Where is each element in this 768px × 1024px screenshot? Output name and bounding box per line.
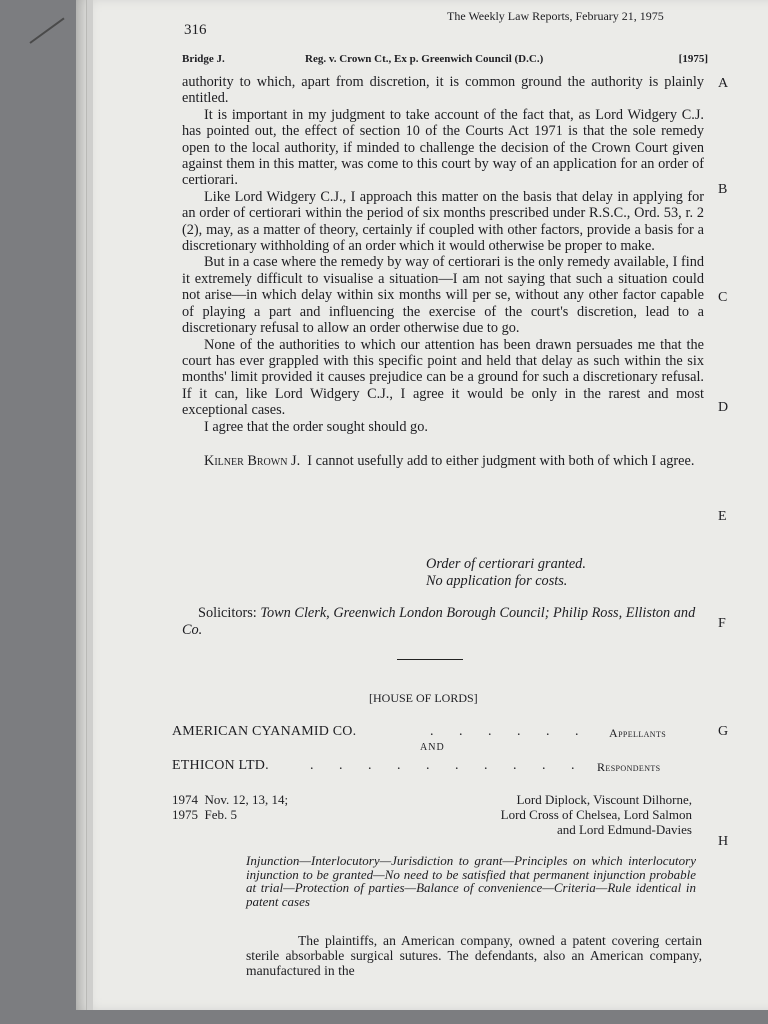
margin-letter: F xyxy=(718,616,726,631)
judges-line-3: and Lord Edmund-Davies xyxy=(556,822,692,837)
second-judgment xyxy=(182,453,704,469)
respondent-name: ETHICON LTD. xyxy=(172,758,269,773)
case-header-judge: Bridge J. xyxy=(182,53,225,65)
margin-letter: C xyxy=(718,290,728,305)
summary-paragraph: The plaintiffs, an American company, owned a patent covering certain sterile absorbable surgical sutures. The defendants, also an American company, manufactured in the xyxy=(246,933,702,979)
respondent-role: Respondents xyxy=(597,760,661,774)
page-number: 316 xyxy=(184,22,207,38)
appellant-role: Appellants xyxy=(609,726,667,740)
and-word: AND xyxy=(420,742,445,753)
hearing-dates-2: 1975 Feb. 5 xyxy=(172,807,237,822)
solicitors-names: Town Clerk, Greenwich London Borough Council; Philip Ross, Elliston and Co. xyxy=(182,605,696,638)
binding-edge xyxy=(86,0,93,1010)
paragraph: I agree that the order sought should go. xyxy=(204,418,428,435)
running-head: The Weekly Law Reports, February 21, 1975 xyxy=(447,9,664,23)
second-judgment-text: I cannot usefully add to either judgment with both of which I agree. xyxy=(307,452,695,469)
case-header-year: [1975] xyxy=(678,53,708,65)
margin-letter: A xyxy=(718,76,729,91)
margin-letter: B xyxy=(718,182,728,197)
margin-letter: H xyxy=(718,834,729,849)
paragraph: It is important in my judgment to take account of the fact that, as Lord Widgery C.J. has pointed out, the effect of section 10 of the Courts Act 1971 is that the sole remedy open to the local authority, if minded to challenge the decision of the Crown Court given against them in this matter, was come to this court by way of an application for an order of certiorari. xyxy=(182,106,704,189)
section-rule xyxy=(397,659,463,660)
second-judgment-judge: Kilner Brown J. xyxy=(204,452,301,469)
paragraph: authority to which, apart from discretion, it is common ground the authority is plainly entitled. xyxy=(182,74,704,107)
case-summary xyxy=(246,933,702,979)
appellant-leader-dots: . . . . . . xyxy=(430,724,590,739)
hearing-dates-1: 1974 Nov. 12, 13, 14; xyxy=(172,792,289,807)
margin-letter: G xyxy=(718,724,729,739)
appellant-name: AMERICAN CYANAMID CO. xyxy=(172,724,357,739)
paragraph: But in a case where the remedy by way of certiorari is the only remedy available, I find it extremely difficult to visualise a situation—I am not saying that such a situation could not arise—in which delay within six months will per se, without any other factor capable of playing a part and influencing the exercise of the court's discretion, lead to a discretionary refusal to allow an order otherwise due to go. xyxy=(182,254,704,337)
order-line-1: Order of certiorari granted. xyxy=(426,556,586,572)
judgment-body xyxy=(182,74,704,469)
paragraph: None of the authorities to which our attention has been drawn persuades me that the court has ever grappled with this specific point and held that delay as such within the six months' limit provided it causes prejudice can be a ground for such a discretionary refusal. If it can, like Lord Widgery C.J., I agree it would be only in the rarest and most exceptional cases. xyxy=(182,336,704,419)
respondent-leader-dots: . . . . . . . . . . . xyxy=(310,758,615,773)
judges-line-2: Lord Cross of Chelsea, Lord Salmon xyxy=(500,807,692,822)
margin-letter: E xyxy=(718,509,727,524)
pen-mark xyxy=(29,18,64,44)
solicitors-label: Solicitors: xyxy=(198,605,257,621)
solicitors xyxy=(182,605,698,639)
margin-letter: D xyxy=(718,400,729,415)
order-line-2: No application for costs. xyxy=(426,573,568,589)
paragraph: Like Lord Widgery C.J., I approach this matter on the basis that delay in applying for an order of certiorari within the period of six months prescribed under R.S.C., Ord. 53, r. 2 (2), may, as a matter of theory, certainly if coupled with other factors, provide a basis for a discretionary withholding of an order which it would otherwise be proper to make. xyxy=(182,188,704,255)
judges-line-1: Lord Diplock, Viscount Dilhorne, xyxy=(516,792,692,807)
court-heading: [HOUSE OF LORDS] xyxy=(369,691,478,705)
case-header-title: Reg. v. Crown Ct., Ex p. Greenwich Council (D.C.) xyxy=(305,53,544,65)
headnote-catchwords: Injunction—Interlocutory—Jurisdiction to grant—Principles on which interlocutory injunction to be granted—No need to be satisfied that permanent injunction probable at trial—Protection of parties—Balance of convenience—Criteria—Rule identical in patent cases xyxy=(246,853,696,909)
